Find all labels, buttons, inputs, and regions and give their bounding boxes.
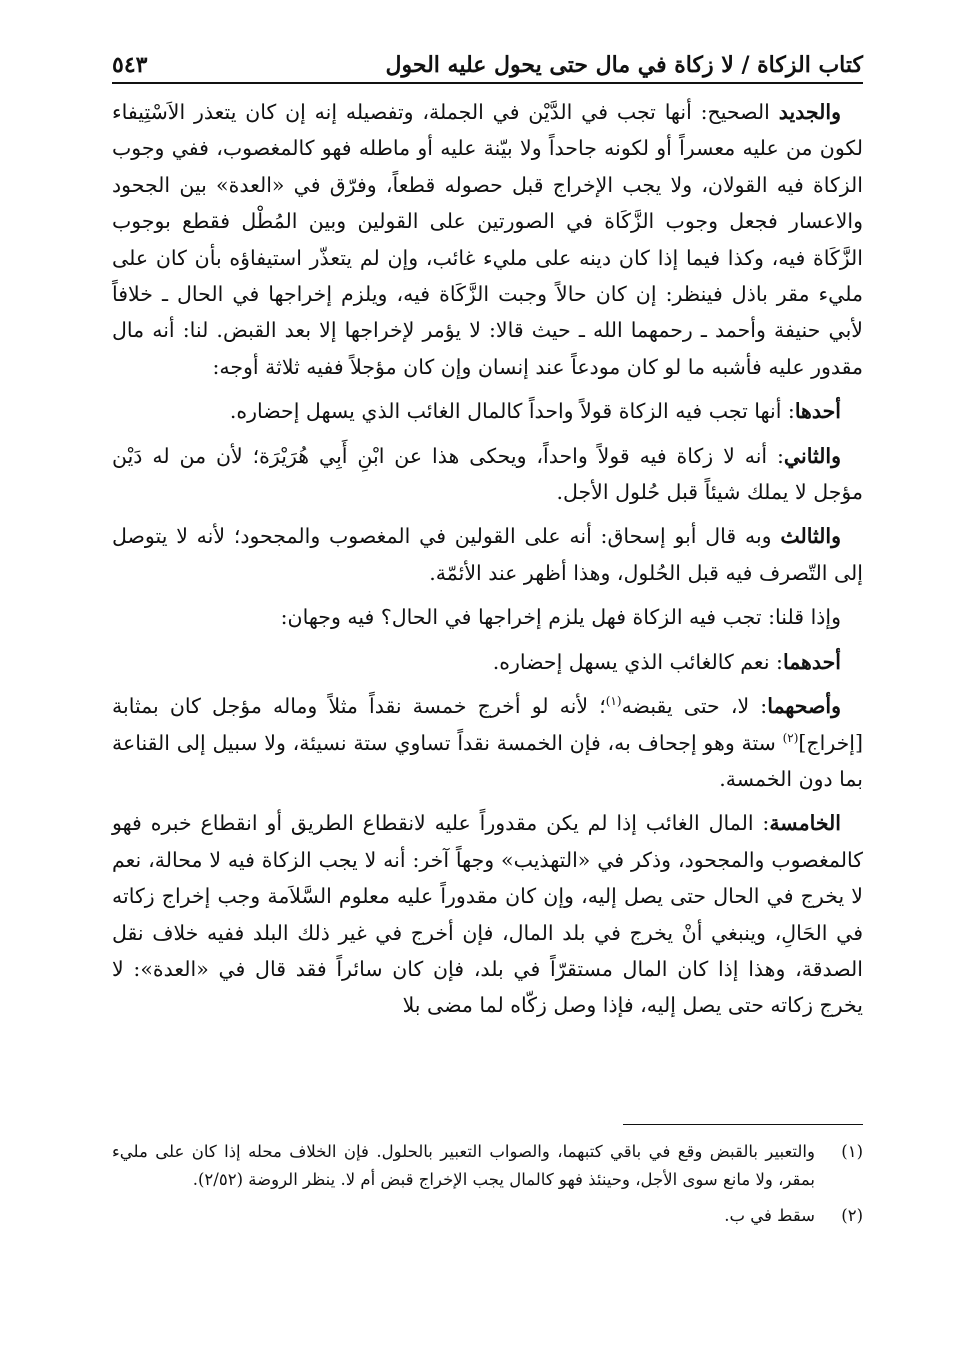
footnote-number: (١) bbox=[841, 1142, 863, 1161]
paragraph-body: وإذا قلنا: تجب فيه الزكاة فهل يلزم إخراجها في الحال؟ فيه وجهان: bbox=[280, 605, 841, 630]
paragraph-body: وبه قال أبو إسحاق: أنه على القولين في المغصوب والمجحود؛ لأنه لا يتوصل إلى التّصرف فيه قبل الحُلول، وهذا أظهر عند الأئمّة. bbox=[112, 524, 863, 585]
footnote-1 bbox=[112, 1138, 863, 1194]
footnote-marker-2[interactable]: (٢) bbox=[782, 730, 799, 745]
footnote-text: سقط في ب. bbox=[724, 1206, 815, 1225]
footnotes bbox=[112, 1138, 863, 1230]
paragraph-correct-answer bbox=[112, 688, 863, 797]
paragraph-third-view bbox=[112, 518, 863, 591]
paragraph-body: : نعم كالغائب الذي يسهل إحضاره. bbox=[492, 649, 783, 674]
paragraph-body: : أنها تجب فيه الزكاة قولاً واحداً كالمال الغائب الذي يسهل إحضاره. bbox=[229, 399, 795, 424]
paragraph-second-view bbox=[112, 438, 863, 511]
paragraph-fifth-issue bbox=[112, 805, 863, 1023]
paragraph-body-cont: ستة وهو إجحاف به، فإن الخمسة نقداً تساوي ستة نسيئة، ولا سبيل إلى القناعة بما دون الخمسة. bbox=[112, 730, 863, 791]
footnote-divider bbox=[623, 1124, 863, 1125]
page-number: ٥٤٣ bbox=[112, 52, 148, 78]
footnote-number: (٢) bbox=[841, 1206, 863, 1225]
paragraph-lead: والثالث bbox=[780, 524, 841, 549]
paragraph-lead: والثاني bbox=[783, 443, 841, 468]
paragraph-body: : أنه لا زكاة فيه قولاً واحداً، ويحكى هذا عن ابْنِ أَبِي هُرَيْرَة؛ لأن من له دَيْن مؤجل لا يملك شيئاً قبل حُلول الأجل. bbox=[112, 443, 863, 505]
paragraph-body: : لا، حتى يقبضه bbox=[621, 694, 768, 719]
paragraph-lead: والجديد bbox=[778, 100, 841, 124]
paragraph-first-answer bbox=[112, 644, 863, 680]
paragraph-new-opinion bbox=[112, 94, 863, 385]
footnote-marker-1[interactable]: (١) bbox=[605, 694, 622, 709]
paragraph-lead: الخامسة bbox=[769, 811, 841, 836]
paragraph-lead: وأصحهما bbox=[767, 694, 841, 719]
footnote-2 bbox=[112, 1202, 863, 1230]
page-header bbox=[112, 36, 863, 84]
paragraph-body: : المال الغائب إذا لم يكن مقدوراً عليه لانقطاع الطريق أو انقطاع خبره فهو كالمغصوب والمجحود، وذكر في «التهذيب» وجهاً آخر: أنه لا يجب الزكاة فيه لا محالة، نعم لا يخرج في الحال حتى يصل إليه، وإن كان مقدوراً عليه معلوم السَّلاَمة وجب إخراج زكاته في الحَالِ، وينبغي أنْ يخرج في بلد المال، فإن أخرج في غير ذلك البلد ففيه خلاف نقل الصدقة، وهذا إذا كان المال مستقرّاً في بلد، فإن كان سائراً فقد قال في «العدة»: لا يخرج زكاته حتى يصل إليه، فإذا وصل زكّاه لما مضى بلا bbox=[112, 811, 863, 1018]
paragraph-lead: أحدها bbox=[794, 399, 841, 424]
footnote-text: والتعبير بالقبض وقع في باقي كتبهما، والصواب التعبير بالحلول. فإن الخلاف محله إذا كان على مليء بمقر، ولا مانع سوى الأجل، وحينئذ فهو كالمال يجب الإخراج قبض أم لا. ينظر الروضة (٢/٥٢). bbox=[112, 1142, 815, 1189]
main-text bbox=[112, 94, 863, 1024]
paragraph-question bbox=[112, 599, 863, 635]
running-title: كتاب الزكاة / لا زكاة في مال حتى يحول عليه الحول bbox=[385, 52, 863, 78]
paragraph-lead: أحدهما bbox=[782, 649, 841, 674]
paragraph-body-cont: ؛ لأنه لو أخرج خمسة نقداً مثلاً وماله مؤجل كان بمثابة [إخراج] bbox=[112, 694, 863, 755]
paragraph-first-view bbox=[112, 393, 863, 429]
paragraph-body: الصحيح: أنها تجب في الدَّيْن في الجملة، وتفصيله إنه إن كان يتعذر الاَسْتِيفاء لكون من عليه معسراً أو لكونه جاحداً ولا بيّنة عليه أو ماطله فهو كالمغصوب، ففي وجوب الزكاة فيه القولان، ولا يجب الإخراج قبل حصوله قطعاً، وفرّق في «العدة» بين الجحود والاعسار فجعل وجوب الزَّكَاة في الصورتين على القولين وبين المُطْل فقطع بوجوب الزَّكَاة فيه، وكذا فيما إذا كان دينه على مليء غائب، وإن لم يتعذّر استيفاؤه بأن كان على مليء مقر باذل فينظر: إن كان حالاً وجبت الزَّكَاة فيه، ويلزم إخراجها في الحال ـ خلافاً لأبي حنيفة وأحمد ـ رحمهما الله ـ حيث قالا: لا يؤمر لإخراجها إلا بعد القبض. لنا: أنه مال مقدور عليه فأشبه ما لو كان مودعاً عند إنسان وإن كان مؤجلاً ففيه ثلاثة أوجه: bbox=[112, 100, 863, 379]
